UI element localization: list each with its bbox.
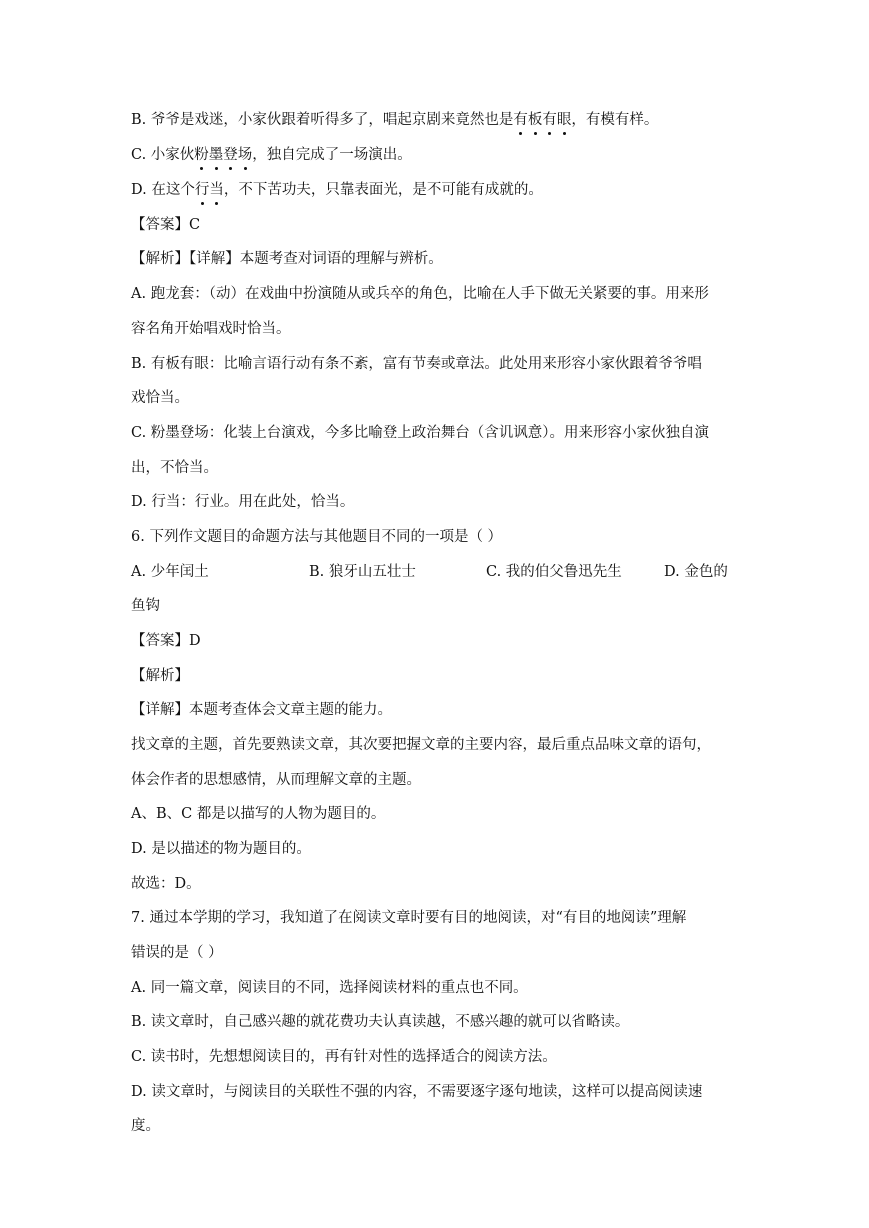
q6-analysis-header: 【解析】 bbox=[131, 668, 189, 684]
q7-option-c: C. 读书时，先想想阅读目的，再有针对性的选择适合的阅读方法。 bbox=[131, 1049, 557, 1065]
q6-option-a: A. 少年闰土 bbox=[131, 564, 209, 580]
emphasis-char: 有 bbox=[542, 112, 557, 128]
emphasis-char: 墨 bbox=[208, 147, 224, 163]
q5-option-c: C. 小家伙粉墨登场，独自完成了一场演出。 bbox=[131, 147, 412, 163]
q5-analysis-c-2: 出，不恰当。 bbox=[131, 460, 218, 476]
q6-detail: 【详解】本题考查体会文章主题的能力。 bbox=[131, 702, 392, 718]
q5-option-d: D. 在这个行当，不下苦功夫，只靠表面光，是不可能有成就的。 bbox=[131, 182, 543, 198]
q5-analysis-a-2: 容名角开始唱戏时恰当。 bbox=[131, 321, 291, 337]
emphasis-char: 板 bbox=[527, 112, 543, 128]
q7-option-d-1: D. 读文章时，与阅读目的关联性不强的内容，不需要逐字逐句地读，这样可以提高阅读速 bbox=[131, 1084, 703, 1100]
emphasis-char: 登 bbox=[223, 147, 238, 163]
q5-answer: 【答案】C bbox=[131, 217, 201, 233]
q6-option-b: B. 狼牙山五壮士 bbox=[309, 564, 416, 580]
q6-option-c: C. 我的伯父鲁迅先生 bbox=[486, 564, 622, 580]
q6-choice: 故选：D。 bbox=[131, 876, 201, 892]
q7-stem-1: 7. 通过本学期的学习，我知道了在阅读文章时要有目的地阅读，对“有目的地阅读”理解 bbox=[131, 910, 687, 926]
q7-option-d-2: 度。 bbox=[131, 1118, 160, 1134]
q5-analysis-c-1: C. 粉墨登场：化装上台演戏，今多比喻登上政治舞台（含讥讽意）。用来形容小家伙独自演 bbox=[131, 425, 710, 441]
q6-paragraph-2: 体会作者的思想感情，从而理解文章的主题。 bbox=[131, 772, 421, 788]
q5-analysis-b-2: 戏恰当。 bbox=[131, 390, 189, 406]
q6-stem: 6. 下列作文题目的命题方法与其他题目不同的一项是（ ） bbox=[131, 529, 503, 545]
q7-option-b: B. 读文章时，自己感兴趣的就花费功夫认真读越，不感兴趣的就可以省略读。 bbox=[131, 1014, 630, 1030]
q5-analysis-d: D. 行当：行业。用在此处，恰当。 bbox=[131, 494, 355, 510]
emphasis-char: 粉 bbox=[194, 147, 209, 163]
q6-option-d-continued: 鱼钩 bbox=[131, 598, 160, 614]
q6-option-d: D. 金色的 bbox=[664, 564, 728, 580]
q6-answer: 【答案】D bbox=[131, 633, 201, 649]
emphasis-char: 场 bbox=[237, 147, 253, 163]
q7-option-a: A. 同一篇文章，阅读目的不同，选择阅读材料的重点也不同。 bbox=[131, 980, 528, 996]
q5-option-b: B. 爷爷是戏迷，小家伙跟着听得多了，唱起京剧来竟然也是有板有眼，有模有样。 bbox=[131, 112, 659, 128]
q7-stem-2: 错误的是（ ） bbox=[131, 945, 223, 961]
q5-analysis-a-1: A. 跑龙套：（动）在戏曲中扮演随从或兵卒的角色，比喻在人手下做无关紧要的事。用来形 bbox=[131, 286, 709, 302]
emphasis-char: 行 bbox=[194, 182, 210, 198]
q6-paragraph-1: 找文章的主题，首先要熟读文章，其次要把握文章的主要内容，最后重点品味文章的语句， bbox=[131, 737, 711, 753]
emphasis-char: 眼 bbox=[556, 112, 572, 128]
q6-abc-note: A、B、C 都是以描写的人物为题目的。 bbox=[131, 806, 386, 822]
emphasis-char: 有 bbox=[513, 112, 528, 128]
q5-analysis-b-1: B. 有板有眼：比喻言语行动有条不紊，富有节奏或章法。此处用来形容小家伙跟着爷爷唱 bbox=[131, 356, 702, 372]
q6-d-note: D. 是以描述的物为题目的。 bbox=[131, 841, 311, 857]
emphasis-char: 当 bbox=[209, 182, 224, 198]
q5-analysis-header: 【解析】【详解】本题考查对词语的理解与辨析。 bbox=[131, 251, 443, 267]
